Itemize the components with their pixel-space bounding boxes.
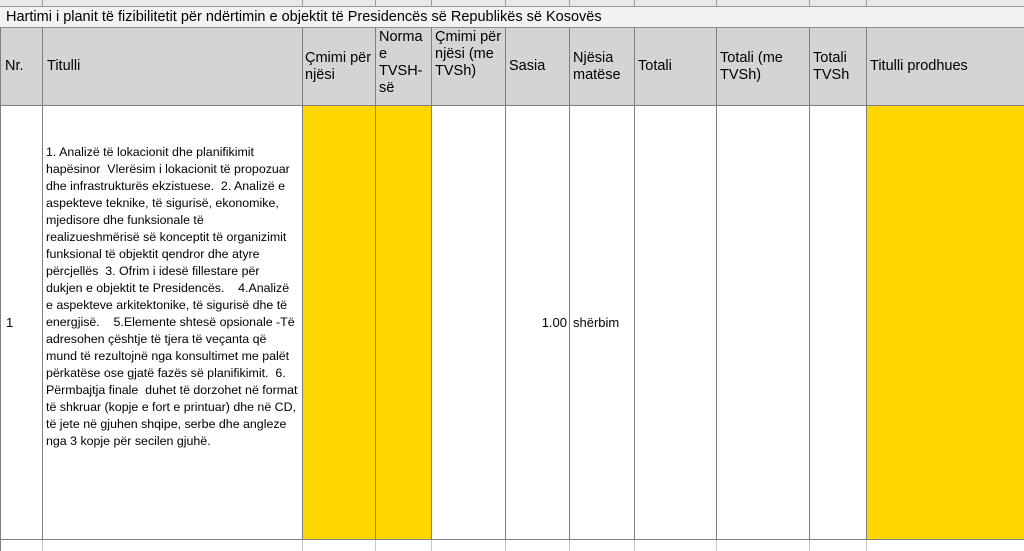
cell-totali-tvsh[interactable]	[717, 106, 810, 540]
header-totali-tvsh[interactable]: Totali (me TVSh)	[717, 28, 810, 106]
cell-njesia[interactable]: shërbim	[570, 106, 635, 540]
header-titulli[interactable]: Titulli	[43, 28, 303, 106]
header-njesia[interactable]: Njësia matëse	[570, 28, 635, 106]
cell-prodhues-input[interactable]	[867, 106, 1024, 540]
cell-norma-input[interactable]	[376, 106, 432, 540]
cell-sasia[interactable]: 1.00	[506, 106, 570, 540]
sheet-title[interactable]: Hartimi i planit të fizibilitetit për ndërtimin e objektit të Presidencës së Republikës së Kosovës	[0, 7, 1024, 28]
cell-cmimi-tvsh[interactable]	[432, 106, 506, 540]
header-sasia[interactable]: Sasia	[506, 28, 570, 106]
cell-description[interactable]: 1. Analizë të lokacionit dhe planifikimit hapësinor Vlerësim i lokacionit të propozuar dhe infrastrukturës ekzistuese. 2. Analizë e aspekteve teknike, të sigurisë, ekonomike, mjedisore dhe funksionale të realizueshmërisë së konceptit të organizimit funksional të objektit qendror dhe atyre përcjellës 3. Ofrim i idesë fillestare për dukjen e objektit te Presidencës. 4.Analizë e aspekteve arkitektonike, të sigurisë dhe të energjisë. 5.Elemente shtesë opsionale -Të adresohen çështje të tjera të veçanta që mund të rezultojnë nga konsultimet me palët përkatëse ose gjatë fazës së planifikimit. 6. Përmbajtja finale duhet të dorzohet në format të shkruar (kopje e fort e printuar) dhe në CD, të jete në gjuhen shqipe, serbe dhe angleze nga 3 kopje për secilen gjuhë.	[43, 106, 303, 540]
next-row-cell[interactable]	[717, 540, 810, 551]
next-row-cell[interactable]	[570, 540, 635, 551]
next-row-cell[interactable]	[810, 540, 867, 551]
next-row-cell[interactable]	[376, 540, 432, 551]
header-nr[interactable]: Nr.	[1, 28, 43, 106]
header-cmimi-tvsh[interactable]: Çmimi për njësi (me TVSh)	[432, 28, 506, 106]
cell-totali[interactable]	[635, 106, 717, 540]
next-row-cell[interactable]	[303, 540, 376, 551]
cell-cmimi-input[interactable]	[303, 106, 376, 540]
next-row-cell[interactable]	[506, 540, 570, 551]
column-header-strip	[0, 0, 1024, 7]
next-row-cell[interactable]	[635, 540, 717, 551]
header-norma[interactable]: Norma e TVSH-së	[376, 28, 432, 106]
cell-totali-vat[interactable]	[810, 106, 867, 540]
header-prodhues[interactable]: Titulli prodhues	[867, 28, 1024, 106]
next-row-cell[interactable]	[1, 540, 43, 551]
next-row-cell[interactable]	[432, 540, 506, 551]
header-totali[interactable]: Totali	[635, 28, 717, 106]
cell-nr[interactable]: 1	[1, 106, 43, 540]
header-cmimi[interactable]: Çmimi për njësi	[303, 28, 376, 106]
next-row-cell[interactable]	[867, 540, 1024, 551]
next-row-cell[interactable]	[43, 540, 303, 551]
header-totali-vat[interactable]: Totali TVSh	[810, 28, 867, 106]
